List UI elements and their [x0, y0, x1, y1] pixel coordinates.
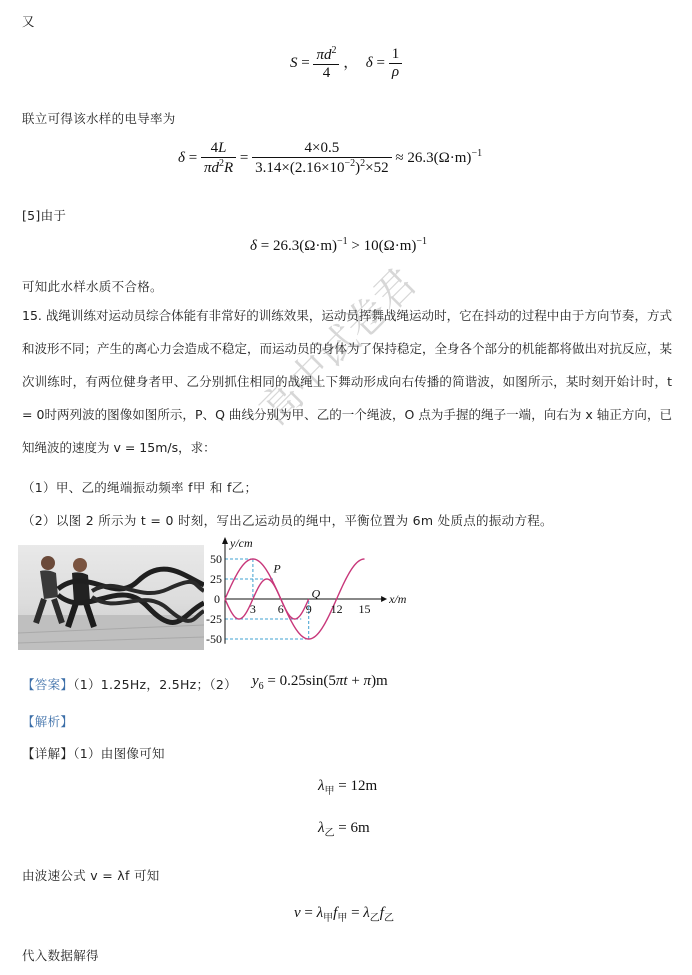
text-lianli: 联立可得该水样的电导率为: [22, 111, 176, 126]
y-tick-label-25: 25: [210, 572, 222, 586]
detail-body: （1）由图像可知: [73, 746, 165, 761]
x-axis-arrow: [381, 596, 387, 602]
y-axis-arrow: [222, 537, 228, 544]
equation-lambda-yi: $\lambda_乙 = 6m$: [318, 820, 370, 839]
answer-body: （1）1.25Hz，2.5Hz；（2）: [73, 677, 237, 692]
text-kezhi: 可知此水样水质不合格。: [22, 279, 163, 294]
origin-label: 0: [214, 592, 220, 606]
detail-tag: 【详解】: [22, 746, 74, 761]
text-substitute: 代入数据解得: [22, 948, 99, 963]
answer-line: [22, 675, 237, 693]
wave-chart: [203, 535, 443, 660]
equation-lambda-jia: $\lambda_甲 = 12m$: [318, 778, 378, 797]
battle-rope-photo: [18, 545, 204, 650]
detail-line: [22, 744, 165, 762]
equation-conductivity: δ = $\frac{4L}{\pi d^2R}$ = $\frac{4\times 0.5}{3.14\times(2.16\times 10^{-2})^2\times 52}$ ≈ $26.3(\Omega\cdot m)^{-1}$: [178, 140, 483, 176]
x-tick-label-9: 9: [305, 602, 312, 616]
y-tick-label--50: -50: [206, 632, 222, 646]
x-axis-label: x/m: [389, 592, 407, 606]
analysis-tag: 【解析】: [22, 714, 74, 729]
equation-v-relation: $v = \lambda_甲f_甲 = \lambda_乙f_乙$: [294, 905, 394, 924]
equation-compare: $\delta = 26.3(\Omega\cdot m)^{-1} > 10(\Omega\cdot m)^{-1}$: [250, 236, 428, 254]
answer-equation: $y_6 = 0.25\sin(5\pi t + \pi)m$: [252, 673, 388, 692]
text-you: 又: [22, 14, 35, 29]
text-five: [5]由于: [22, 208, 67, 223]
text-wave-formula: 由波速公式 v = λf 可知: [22, 868, 160, 883]
x-tick-label-3: 3: [249, 602, 256, 616]
question-15-sub1: （1）甲、乙的绳端振动频率 f甲 和 f乙；: [22, 480, 258, 495]
watermark: 高中试卷君: [251, 259, 426, 434]
y-axis-label: y/cm: [230, 536, 253, 550]
y-tick-label-50: 50: [210, 552, 222, 566]
y-tick-label--25: -25: [206, 612, 222, 626]
x-tick-label-6: 6: [277, 602, 284, 616]
answer-tag: 【答案】: [22, 677, 74, 692]
x-tick-label-15: 15: [358, 602, 371, 616]
question-15-text: 15. 战绳训练对运动员综合体能有非常好的训练效果，运动员挥舞战绳运动时，它在抖动的过程中由于方向节奏，方式和波形不同；产生的离心力会造成不稳定，而运动员的身体为了保持稳定，全身各个部分的机能都将做出对抗反应，某次训练时，有两位健身者甲、乙分别抓住相同的战绳上下舞动形成向右传播的简谐波，如图所示，某时刻开始计时，t = 0时两列波的图像如图所示，P、Q 曲线分别为甲、乙的一个绳波，O 点为手握的绳子一端，向右为 x 轴正方向，已知绳波的速度为 v = 15m/s，求：: [22, 308, 673, 455]
series-label-P: P: [273, 561, 281, 576]
series-label-Q: Q: [311, 586, 321, 601]
x-tick-label-12: 12: [330, 602, 343, 616]
equation-area-conductivity: S = $\frac{\pi d^2}{4}$ ， δ = $\frac{1}{\rho}$: [290, 45, 402, 82]
question-15-sub2: （2）以图 2 所示为 t = 0 时刻，写出乙运动员的绳中，平衡位置为 6m 处质点的振动方程。: [22, 513, 553, 528]
